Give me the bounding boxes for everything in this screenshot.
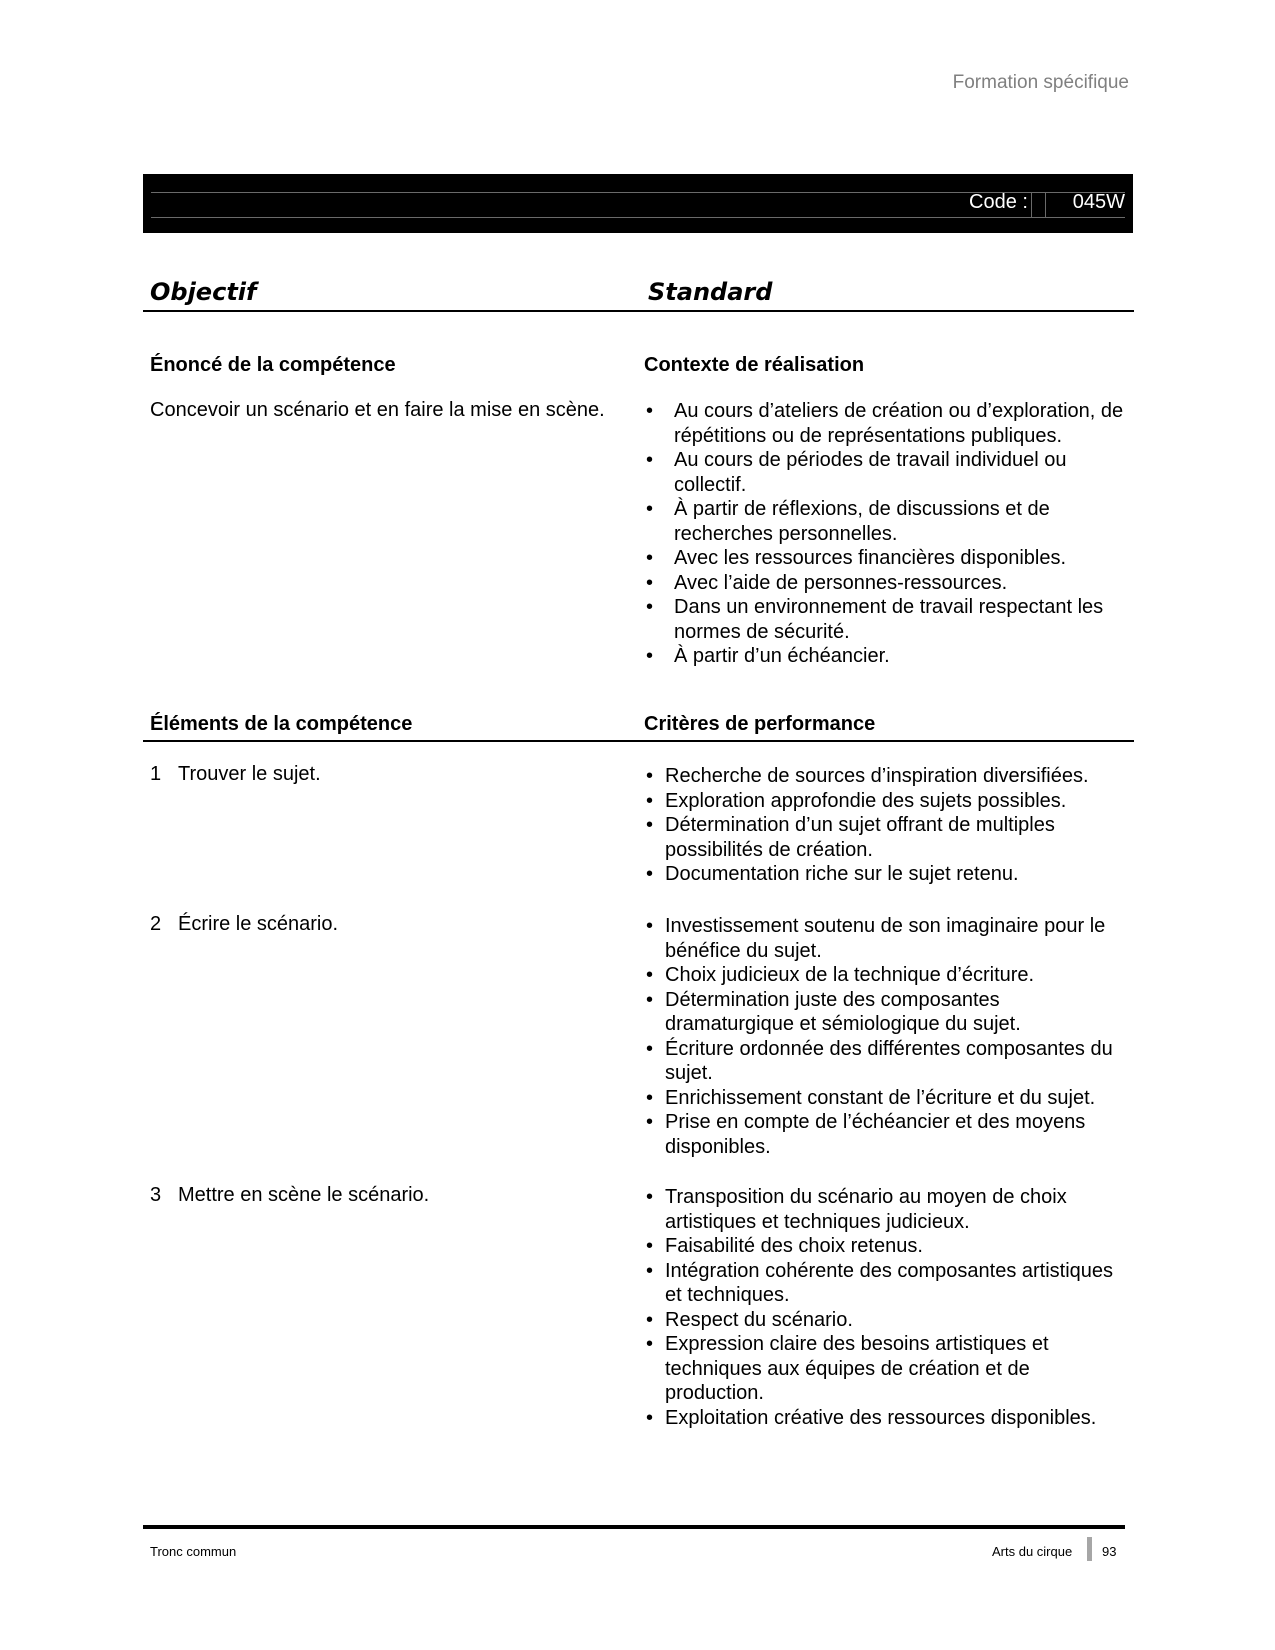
footer-right: Arts du cirque: [992, 1544, 1073, 1559]
list-item: • Investissement soutenu de son imaginaire pour le bénéfice du sujet.: [646, 915, 1106, 962]
code-label: Code :: [969, 191, 1028, 213]
list-item: • Exploitation créative des ressources disponibles.: [646, 1406, 1097, 1429]
bullet-icon: •: [646, 964, 654, 986]
list-item: • Recherche de sources d’inspiration diversifiées.: [646, 765, 1089, 787]
criteres-heading: Critères de performance: [644, 713, 876, 735]
bullet-icon: •: [646, 863, 654, 885]
footer-separator: [1087, 1537, 1092, 1561]
criteria-list: [644, 1185, 1114, 1430]
standard-heading: Standard: [648, 278, 773, 306]
list-item: • Au cours de périodes de travail individuel ou collectif.: [646, 449, 1067, 496]
list-item: • Détermination juste des composantes dramaturgique et sémiologique du sujet.: [646, 988, 1021, 1035]
list-item: • Enrichissement constant de l’écriture et du sujet.: [646, 1086, 1096, 1109]
list-item: • Faisabilité des choix retenus.: [646, 1235, 923, 1257]
list-item: • Avec les ressources financières disponibles.: [646, 547, 1067, 569]
contexte-list: [644, 399, 1134, 669]
list-item: • Choix judicieux de la technique d’écriture.: [646, 964, 1035, 986]
bullet-icon: •: [646, 1406, 654, 1429]
code-bar-separator: [1031, 193, 1032, 217]
list-item: • Documentation riche sur le sujet retenu.: [646, 863, 1019, 885]
criteria-list: [644, 914, 1114, 1159]
enonce-heading: Énoncé de la compétence: [150, 354, 396, 376]
list-item: • À partir d’un échéancier.: [646, 645, 890, 667]
elements-heading: Éléments de la compétence: [150, 713, 413, 735]
bullet-icon: •: [646, 596, 654, 618]
element-number: 1: [150, 763, 162, 785]
element-number: 3: [150, 1184, 162, 1206]
list-item: • Dans un environnement de travail respectant les normes de sécurité.: [646, 596, 1104, 643]
contexte-heading: Contexte de réalisation: [644, 354, 865, 376]
bullet-icon: •: [646, 1111, 654, 1133]
element-number: 2: [150, 913, 162, 935]
bullet-icon: •: [646, 1259, 654, 1282]
element-text: Trouver le sujet.: [178, 763, 321, 785]
list-item: • Au cours d’ateliers de création ou d’exploration, de répétitions ou de représentations publiques.: [646, 400, 1124, 447]
bullet-icon: •: [646, 988, 654, 1011]
bullet-icon: •: [646, 1308, 654, 1331]
code-bar-rule-bottom: [151, 217, 1125, 218]
footer-rule: [143, 1525, 1125, 1529]
element-text: Écrire le scénario.: [178, 913, 339, 935]
list-item: • Transposition du scénario au moyen de choix artistiques et techniques judicieux.: [646, 1186, 1067, 1233]
bullet-icon: •: [646, 400, 654, 422]
elements-rule: [143, 740, 1134, 742]
bullet-icon: •: [646, 498, 654, 520]
bullet-icon: •: [646, 571, 654, 594]
criteria-list: [644, 764, 1114, 887]
bullet-icon: •: [646, 547, 654, 569]
bullet-icon: •: [646, 1037, 654, 1060]
list-item: • Respect du scénario.: [646, 1308, 853, 1331]
bullet-icon: •: [646, 1333, 654, 1355]
list-item: • À partir de réflexions, de discussions et de recherches personnelles.: [646, 498, 1050, 545]
list-item: • Prise en compte de l’échéancier et des moyens disponibles.: [646, 1111, 1086, 1158]
bullet-icon: •: [646, 1186, 654, 1208]
enonce-text: Concevoir un scénario et en faire la mise en scène.: [150, 399, 605, 421]
list-item: • Exploration approfondie des sujets possibles.: [646, 789, 1067, 812]
bullet-icon: •: [646, 915, 654, 937]
heading-rule: [143, 310, 1134, 312]
page-number: 93: [1102, 1544, 1117, 1559]
list-item: • Écriture ordonnée des différentes composantes du sujet.: [646, 1037, 1113, 1084]
list-item: • Intégration cohérente des composantes artistiques et techniques.: [646, 1259, 1114, 1306]
footer-left: Tronc commun: [150, 1544, 237, 1559]
bullet-icon: •: [646, 1235, 654, 1257]
bullet-icon: •: [646, 814, 654, 836]
list-item: • Expression claire des besoins artistiques et techniques aux équipes de création et de production.: [646, 1333, 1049, 1404]
element-text: Mettre en scène le scénario.: [178, 1184, 430, 1206]
code-bar: [143, 174, 1133, 233]
list-item: • Avec l’aide de personnes-ressources.: [646, 571, 1008, 594]
bullet-icon: •: [646, 789, 654, 812]
bullet-icon: •: [646, 765, 654, 787]
code-value: 045W: [1072, 191, 1125, 213]
objectif-heading: Objectif: [150, 278, 257, 306]
code-bar-separator: [1045, 193, 1046, 217]
list-item: • Détermination d’un sujet offrant de multiples possibilités de création.: [646, 814, 1055, 861]
bullet-icon: •: [646, 1086, 654, 1109]
running-head: Formation spécifique: [952, 72, 1129, 93]
bullet-icon: •: [646, 449, 654, 471]
bullet-icon: •: [646, 645, 654, 667]
